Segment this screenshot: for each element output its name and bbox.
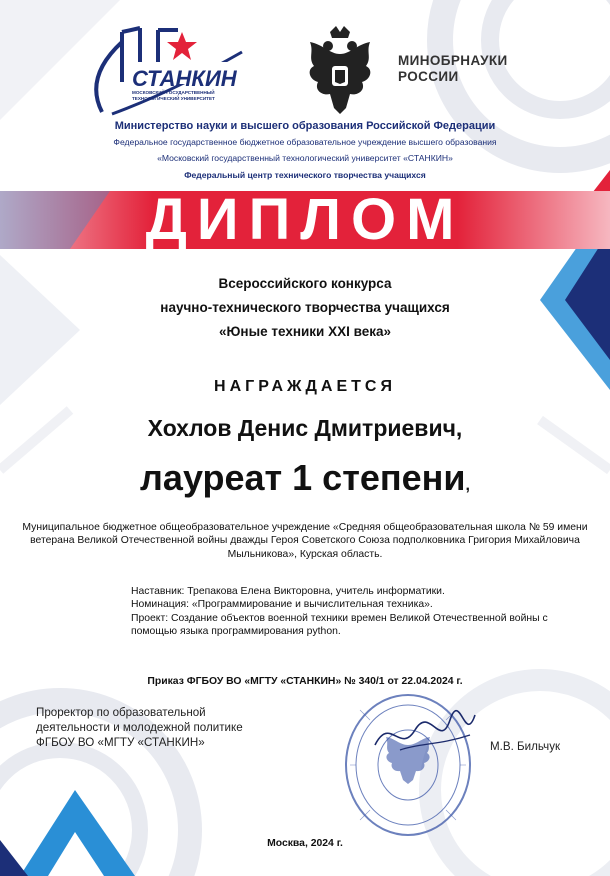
recipient-name: Хохлов Денис Дмитриевич, — [147, 415, 463, 441]
stankin-logo-subtitle: МОСКОВСКИЙ ГОСУДАРСТВЕННЫЙ ТЕХНОЛОГИЧЕСКИЙ УНИВЕРСИТЕТ — [132, 90, 215, 101]
signatory-position-line3: ФГБОУ ВО «МГТУ «СТАНКИН» — [36, 735, 205, 749]
degree-text: лауреат 1 степени — [140, 457, 466, 498]
nomination-line: Номинация: «Программирование и вычислительная техника». — [131, 599, 433, 611]
city-year: Москва, 2024 г. — [267, 838, 343, 849]
triangle-logo-icon — [0, 790, 135, 876]
signatory-position-line2: деятельности и молодежной политике — [36, 720, 243, 734]
contest-line-2: научно-технического творчества учащихся — [160, 300, 450, 315]
signatory-position — [36, 706, 243, 750]
degree-line — [0, 457, 610, 499]
contest-line-3: «Юные техники XXI века» — [219, 324, 391, 339]
university-type-line: Федеральное государственное бюджетное образовательное учреждение высшего образования — [113, 137, 497, 147]
order-reference: Приказ ФГБОУ ВО «МГТУ «СТАНКИН» № 340/1 от 22.04.2024 г. — [147, 676, 463, 687]
project-line-2: помощью языка программирования python. — [131, 625, 341, 637]
project-line-1: Проект: Создание объектов военной техники времен Великой Отечественной войны с — [131, 612, 548, 624]
school-description: Муниципальное бюджетное общеобразовательное учреждение «Средняя общеобразовательная школа № 59 имени ветерана Великой Отечественной войны дважды Героя Советского Союза подполковника Григория Михайловича Мыльникова», Курская область. — [22, 522, 588, 560]
ministry-logo-line2: РОССИИ — [398, 69, 459, 84]
ministry-logo-line1: МИНОБРНАУКИ — [398, 53, 508, 68]
university-name-line: «Московский государственный технологический университет «СТАНКИН» — [157, 153, 453, 163]
stankin-logo-text: СТАНКИН — [132, 66, 237, 91]
handwritten-signature-icon — [370, 705, 480, 765]
ministry-logo-text — [398, 53, 508, 85]
center-name-line: Федеральный центр технического творчества учащихся — [184, 170, 426, 180]
project-details — [131, 585, 591, 638]
signatory-name: М.В. Бильчук — [490, 740, 561, 753]
awarded-label: НАГРАЖДАЕТСЯ — [214, 378, 396, 395]
mentor-line: Наставник: Трепакова Елена Викторовна, учитель информатики. — [131, 586, 445, 597]
signatory-position-line1: Проректор по образовательной — [36, 706, 206, 719]
ministry-heading: Министерство науки и высшего образования Российской Федерации — [114, 120, 496, 132]
double-headed-eagle-emblem-icon — [300, 24, 380, 120]
diploma-title: ДИПЛОМ — [145, 187, 465, 252]
degree-comma: , — [465, 477, 470, 494]
contest-line-1: Всероссийского конкурса — [218, 276, 392, 291]
